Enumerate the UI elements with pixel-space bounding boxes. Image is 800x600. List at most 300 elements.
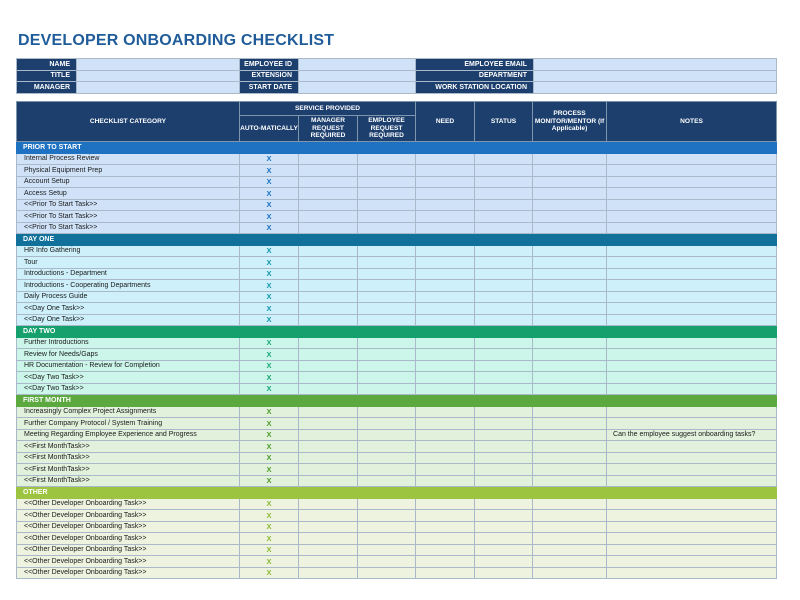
manager-field[interactable] xyxy=(77,82,240,94)
employee-request-cell[interactable] xyxy=(358,360,416,372)
employee-request-cell[interactable] xyxy=(358,199,416,211)
process-monitor-cell[interactable] xyxy=(533,383,607,395)
status-cell[interactable] xyxy=(475,257,533,269)
process-monitor-cell[interactable] xyxy=(533,291,607,303)
need-cell[interactable] xyxy=(416,291,475,303)
notes-cell[interactable]: Can the employee suggest onboarding tasks? xyxy=(607,429,777,441)
notes-cell[interactable] xyxy=(607,498,777,510)
manager-request-cell[interactable] xyxy=(299,349,358,361)
automatically-check-mark[interactable]: X xyxy=(240,314,299,326)
table-row xyxy=(17,245,777,257)
need-cell[interactable] xyxy=(416,452,475,464)
process-monitor-cell[interactable] xyxy=(533,199,607,211)
table-row xyxy=(17,533,777,545)
process-monitor-cell[interactable] xyxy=(533,567,607,579)
process-monitor-cell[interactable] xyxy=(533,222,607,234)
notes-cell[interactable] xyxy=(607,188,777,200)
status-cell[interactable] xyxy=(475,153,533,165)
need-cell[interactable] xyxy=(416,383,475,395)
process-monitor-cell[interactable] xyxy=(533,165,607,177)
need-header: NEED xyxy=(416,102,475,142)
status-cell[interactable] xyxy=(475,199,533,211)
employee-request-cell[interactable] xyxy=(358,222,416,234)
status-cell[interactable] xyxy=(475,567,533,579)
need-cell[interactable] xyxy=(416,211,475,223)
automatically-check-mark[interactable]: X xyxy=(240,533,299,545)
employee-request-cell[interactable] xyxy=(358,303,416,315)
employee-request-cell[interactable] xyxy=(358,176,416,188)
process-monitor-cell[interactable] xyxy=(533,360,607,372)
need-cell[interactable] xyxy=(416,153,475,165)
manager-request-cell[interactable] xyxy=(299,510,358,522)
checklist-item-label: Increasingly Complex Project Assignments xyxy=(17,406,240,418)
need-cell[interactable] xyxy=(416,544,475,556)
table-row xyxy=(17,257,777,269)
status-cell[interactable] xyxy=(475,383,533,395)
process-monitor-cell[interactable] xyxy=(533,268,607,280)
manager-request-cell[interactable] xyxy=(299,222,358,234)
manager-request-cell[interactable] xyxy=(299,245,358,257)
section-header xyxy=(17,326,777,338)
notes-cell[interactable] xyxy=(607,222,777,234)
process-monitor-cell[interactable] xyxy=(533,303,607,315)
automatically-check-mark[interactable]: X xyxy=(240,521,299,533)
notes-cell[interactable] xyxy=(607,533,777,545)
section-title: FIRST MONTH xyxy=(17,395,777,407)
manager-request-cell[interactable] xyxy=(299,337,358,349)
process-monitor-cell[interactable] xyxy=(533,556,607,568)
notes-cell[interactable] xyxy=(607,464,777,476)
status-cell[interactable] xyxy=(475,475,533,487)
need-cell[interactable] xyxy=(416,222,475,234)
automatically-check-mark[interactable]: X xyxy=(240,222,299,234)
table-row xyxy=(17,521,777,533)
status-cell[interactable] xyxy=(475,406,533,418)
employee-request-cell[interactable] xyxy=(358,314,416,326)
need-cell[interactable] xyxy=(416,475,475,487)
need-cell[interactable] xyxy=(416,464,475,476)
employee-request-cell[interactable] xyxy=(358,510,416,522)
checklist-item-label: <<Other Developer Onboarding Task>> xyxy=(17,544,240,556)
employee-request-cell[interactable] xyxy=(358,280,416,292)
notes-cell[interactable] xyxy=(607,153,777,165)
status-cell[interactable] xyxy=(475,176,533,188)
notes-cell[interactable] xyxy=(607,556,777,568)
employee-request-cell[interactable] xyxy=(358,291,416,303)
notes-cell[interactable] xyxy=(607,383,777,395)
status-cell[interactable] xyxy=(475,452,533,464)
status-cell[interactable] xyxy=(475,268,533,280)
table-row xyxy=(17,360,777,372)
automatically-check-mark[interactable]: X xyxy=(240,475,299,487)
notes-cell[interactable] xyxy=(607,452,777,464)
automatically-check-mark[interactable]: X xyxy=(240,567,299,579)
manager-request-cell[interactable] xyxy=(299,372,358,384)
status-cell[interactable] xyxy=(475,429,533,441)
need-cell[interactable] xyxy=(416,441,475,453)
process-monitor-cell[interactable] xyxy=(533,521,607,533)
notes-cell[interactable] xyxy=(607,337,777,349)
automatically-check-mark[interactable]: X xyxy=(240,199,299,211)
table-row xyxy=(17,567,777,579)
status-cell[interactable] xyxy=(475,291,533,303)
status-cell[interactable] xyxy=(475,533,533,545)
section-header xyxy=(17,487,777,499)
employee-request-cell[interactable] xyxy=(358,521,416,533)
employee-request-cell[interactable] xyxy=(358,188,416,200)
notes-cell[interactable] xyxy=(607,257,777,269)
status-cell[interactable] xyxy=(475,222,533,234)
process-monitor-cell[interactable] xyxy=(533,510,607,522)
section-title: OTHER xyxy=(17,487,777,499)
employee-request-cell[interactable] xyxy=(358,337,416,349)
status-cell[interactable] xyxy=(475,372,533,384)
table-row xyxy=(17,556,777,568)
employee-id-field[interactable] xyxy=(299,59,416,71)
checklist-item-label: Access Setup xyxy=(17,188,240,200)
need-cell[interactable] xyxy=(416,245,475,257)
manager-request-cell[interactable] xyxy=(299,418,358,430)
automatically-check-mark[interactable]: X xyxy=(240,418,299,430)
automatically-check-mark[interactable]: X xyxy=(240,188,299,200)
need-cell[interactable] xyxy=(416,510,475,522)
status-cell[interactable] xyxy=(475,521,533,533)
manager-request-cell[interactable] xyxy=(299,521,358,533)
checklist-item-label: <<Other Developer Onboarding Task>> xyxy=(17,556,240,568)
manager-request-cell[interactable] xyxy=(299,153,358,165)
need-cell[interactable] xyxy=(416,372,475,384)
manager-request-cell[interactable] xyxy=(299,452,358,464)
employee-request-cell[interactable] xyxy=(358,268,416,280)
manager-request-cell[interactable] xyxy=(299,176,358,188)
need-cell[interactable] xyxy=(416,188,475,200)
checklist-category-header: CHECKLIST CATEGORY xyxy=(17,102,240,142)
automatically-check-mark[interactable]: X xyxy=(240,176,299,188)
employee-email-field[interactable] xyxy=(534,59,777,71)
automatically-check-mark[interactable]: X xyxy=(240,257,299,269)
process-monitor-cell[interactable] xyxy=(533,176,607,188)
automatically-check-mark[interactable]: X xyxy=(240,303,299,315)
notes-cell[interactable] xyxy=(607,544,777,556)
employee-request-cell[interactable] xyxy=(358,245,416,257)
employee-request-cell[interactable] xyxy=(358,211,416,223)
automatically-check-mark[interactable]: X xyxy=(240,441,299,453)
automatically-check-mark[interactable]: X xyxy=(240,556,299,568)
need-cell[interactable] xyxy=(416,406,475,418)
process-monitor-cell[interactable] xyxy=(533,372,607,384)
employee-request-cell[interactable] xyxy=(358,418,416,430)
employee-request-cell[interactable] xyxy=(358,383,416,395)
extension-label: EXTENSION xyxy=(240,70,299,82)
status-cell[interactable] xyxy=(475,418,533,430)
manager-request-cell[interactable] xyxy=(299,533,358,545)
notes-cell[interactable] xyxy=(607,303,777,315)
need-cell[interactable] xyxy=(416,199,475,211)
process-monitor-cell[interactable] xyxy=(533,406,607,418)
table-row xyxy=(17,337,777,349)
checklist-item-label: <<Prior To Start Task>> xyxy=(17,211,240,223)
automatically-check-mark[interactable]: X xyxy=(240,211,299,223)
process-monitor-cell[interactable] xyxy=(533,153,607,165)
automatically-check-mark[interactable]: X xyxy=(240,165,299,177)
table-row xyxy=(17,303,777,315)
info-row xyxy=(17,70,777,82)
automatically-check-mark[interactable]: X xyxy=(240,337,299,349)
status-cell[interactable] xyxy=(475,337,533,349)
need-cell[interactable] xyxy=(416,418,475,430)
checklist-item-label: Further Company Protocol / System Training xyxy=(17,418,240,430)
manager-label: MANAGER xyxy=(17,82,77,94)
need-cell[interactable] xyxy=(416,533,475,545)
notes-cell[interactable] xyxy=(607,475,777,487)
table-row xyxy=(17,452,777,464)
work-station-location-field[interactable] xyxy=(534,82,777,94)
status-cell[interactable] xyxy=(475,349,533,361)
employee-info-table xyxy=(16,58,777,94)
process-monitor-cell[interactable] xyxy=(533,464,607,476)
manager-request-cell[interactable] xyxy=(299,280,358,292)
checklist-item-label: Account Setup xyxy=(17,176,240,188)
process-monitor-cell[interactable] xyxy=(533,188,607,200)
need-cell[interactable] xyxy=(416,165,475,177)
notes-cell[interactable] xyxy=(607,314,777,326)
automatically-check-mark[interactable]: X xyxy=(240,452,299,464)
automatically-check-mark[interactable]: X xyxy=(240,291,299,303)
status-cell[interactable] xyxy=(475,303,533,315)
employee-request-cell[interactable] xyxy=(358,544,416,556)
checklist-item-label: <<Other Developer Onboarding Task>> xyxy=(17,498,240,510)
process-monitor-cell[interactable] xyxy=(533,418,607,430)
employee-id-label: EMPLOYEE ID xyxy=(240,59,299,71)
automatically-check-mark[interactable]: X xyxy=(240,429,299,441)
manager-request-cell[interactable] xyxy=(299,556,358,568)
table-row xyxy=(17,176,777,188)
manager-request-cell[interactable] xyxy=(299,464,358,476)
table-row xyxy=(17,475,777,487)
manager-request-cell[interactable] xyxy=(299,429,358,441)
extension-field[interactable] xyxy=(299,70,416,82)
status-cell[interactable] xyxy=(475,165,533,177)
status-cell[interactable] xyxy=(475,464,533,476)
employee-request-cell[interactable] xyxy=(358,257,416,269)
notes-cell[interactable] xyxy=(607,521,777,533)
process-monitor-cell[interactable] xyxy=(533,533,607,545)
employee-request-cell[interactable] xyxy=(358,567,416,579)
process-monitor-cell[interactable] xyxy=(533,257,607,269)
manager-request-cell[interactable] xyxy=(299,544,358,556)
need-cell[interactable] xyxy=(416,280,475,292)
manager-request-cell[interactable] xyxy=(299,498,358,510)
page-title: DEVELOPER ONBOARDING CHECKLIST xyxy=(18,32,335,49)
manager-request-cell[interactable] xyxy=(299,314,358,326)
process-monitor-cell[interactable] xyxy=(533,475,607,487)
status-cell[interactable] xyxy=(475,245,533,257)
employee-request-cell[interactable] xyxy=(358,556,416,568)
checklist-item-label: <<Other Developer Onboarding Task>> xyxy=(17,567,240,579)
table-row xyxy=(17,314,777,326)
name-field[interactable] xyxy=(77,59,240,71)
table-row xyxy=(17,165,777,177)
status-cell[interactable] xyxy=(475,544,533,556)
manager-request-cell[interactable] xyxy=(299,268,358,280)
section-title: DAY ONE xyxy=(17,234,777,246)
department-field[interactable] xyxy=(534,70,777,82)
checklist-item-label: <<Other Developer Onboarding Task>> xyxy=(17,510,240,522)
employee-request-cell[interactable] xyxy=(358,452,416,464)
employee-request-cell[interactable] xyxy=(358,429,416,441)
checklist-item-label: <<First MonthTask>> xyxy=(17,464,240,476)
need-cell[interactable] xyxy=(416,303,475,315)
automatically-check-mark[interactable]: X xyxy=(240,372,299,384)
automatically-check-mark[interactable]: X xyxy=(240,280,299,292)
automatically-check-mark[interactable]: X xyxy=(240,498,299,510)
process-monitor-cell[interactable] xyxy=(533,429,607,441)
need-cell[interactable] xyxy=(416,176,475,188)
automatically-check-mark[interactable]: X xyxy=(240,245,299,257)
notes-cell[interactable] xyxy=(607,176,777,188)
table-row xyxy=(17,153,777,165)
need-cell[interactable] xyxy=(416,257,475,269)
notes-cell[interactable] xyxy=(607,372,777,384)
notes-cell[interactable] xyxy=(607,360,777,372)
manager-request-cell[interactable] xyxy=(299,360,358,372)
status-cell[interactable] xyxy=(475,280,533,292)
need-cell[interactable] xyxy=(416,349,475,361)
process-monitor-cell[interactable] xyxy=(533,544,607,556)
notes-cell[interactable] xyxy=(607,349,777,361)
status-cell[interactable] xyxy=(475,188,533,200)
need-cell[interactable] xyxy=(416,337,475,349)
need-cell[interactable] xyxy=(416,360,475,372)
notes-cell[interactable] xyxy=(607,211,777,223)
manager-request-cell[interactable] xyxy=(299,441,358,453)
checklist-item-label: <<First MonthTask>> xyxy=(17,441,240,453)
notes-cell[interactable] xyxy=(607,199,777,211)
manager-request-cell[interactable] xyxy=(299,257,358,269)
employee-request-cell[interactable] xyxy=(358,498,416,510)
table-row xyxy=(17,510,777,522)
status-cell[interactable] xyxy=(475,498,533,510)
manager-request-cell[interactable] xyxy=(299,199,358,211)
status-cell[interactable] xyxy=(475,556,533,568)
process-monitor-cell[interactable] xyxy=(533,337,607,349)
checklist-item-label: Review for Needs/Gaps xyxy=(17,349,240,361)
status-cell[interactable] xyxy=(475,211,533,223)
manager-request-cell[interactable] xyxy=(299,165,358,177)
automatically-check-mark[interactable]: X xyxy=(240,464,299,476)
notes-cell[interactable] xyxy=(607,418,777,430)
need-cell[interactable] xyxy=(416,429,475,441)
table-row xyxy=(17,383,777,395)
automatically-check-mark[interactable]: X xyxy=(240,544,299,556)
manager-request-cell[interactable] xyxy=(299,188,358,200)
employee-request-cell[interactable] xyxy=(358,165,416,177)
employee-request-cell[interactable] xyxy=(358,372,416,384)
checklist-item-label: Introductions - Department xyxy=(17,268,240,280)
section-title: PRIOR TO START xyxy=(17,142,777,154)
process-monitor-cell[interactable] xyxy=(533,314,607,326)
status-cell[interactable] xyxy=(475,510,533,522)
manager-request-cell[interactable] xyxy=(299,291,358,303)
automatically-check-mark[interactable]: X xyxy=(240,153,299,165)
employee-request-cell[interactable] xyxy=(358,153,416,165)
manager-request-cell[interactable] xyxy=(299,475,358,487)
notes-cell[interactable] xyxy=(607,406,777,418)
notes-cell[interactable] xyxy=(607,165,777,177)
notes-cell[interactable] xyxy=(607,268,777,280)
need-cell[interactable] xyxy=(416,314,475,326)
notes-cell[interactable] xyxy=(607,245,777,257)
automatically-check-mark[interactable]: X xyxy=(240,349,299,361)
automatically-check-mark[interactable]: X xyxy=(240,360,299,372)
process-monitor-cell[interactable] xyxy=(533,498,607,510)
notes-cell[interactable] xyxy=(607,280,777,292)
notes-cell[interactable] xyxy=(607,510,777,522)
employee-request-cell[interactable] xyxy=(358,441,416,453)
process-monitor-cell[interactable] xyxy=(533,441,607,453)
table-row xyxy=(17,406,777,418)
process-monitor-header: PROCESS MONITOR/MENTOR (If Applicable) xyxy=(533,102,607,142)
need-cell[interactable] xyxy=(416,567,475,579)
automatically-check-mark[interactable]: X xyxy=(240,383,299,395)
notes-cell[interactable] xyxy=(607,567,777,579)
manager-request-cell[interactable] xyxy=(299,406,358,418)
employee-request-cell[interactable] xyxy=(358,349,416,361)
process-monitor-cell[interactable] xyxy=(533,280,607,292)
manager-request-cell[interactable] xyxy=(299,383,358,395)
process-monitor-cell[interactable] xyxy=(533,452,607,464)
notes-cell[interactable] xyxy=(607,441,777,453)
start-date-field[interactable] xyxy=(299,82,416,94)
automatically-check-mark[interactable]: X xyxy=(240,268,299,280)
checklist-item-label: <<Other Developer Onboarding Task>> xyxy=(17,521,240,533)
need-cell[interactable] xyxy=(416,268,475,280)
automatically-check-mark[interactable]: X xyxy=(240,510,299,522)
manager-request-cell[interactable] xyxy=(299,303,358,315)
checklist-item-label: Further Introductions xyxy=(17,337,240,349)
status-header: STATUS xyxy=(475,102,533,142)
need-cell[interactable] xyxy=(416,556,475,568)
notes-cell[interactable] xyxy=(607,291,777,303)
process-monitor-cell[interactable] xyxy=(533,245,607,257)
checklist-item-label: Introductions - Cooperating Departments xyxy=(17,280,240,292)
employee-request-cell[interactable] xyxy=(358,464,416,476)
process-monitor-cell[interactable] xyxy=(533,211,607,223)
employee-request-cell[interactable] xyxy=(358,475,416,487)
need-cell[interactable] xyxy=(416,521,475,533)
table-row xyxy=(17,199,777,211)
status-cell[interactable] xyxy=(475,314,533,326)
employee-request-cell[interactable] xyxy=(358,406,416,418)
title-field[interactable] xyxy=(77,70,240,82)
automatically-check-mark[interactable]: X xyxy=(240,406,299,418)
table-row xyxy=(17,280,777,292)
table-row xyxy=(17,372,777,384)
process-monitor-cell[interactable] xyxy=(533,349,607,361)
status-cell[interactable] xyxy=(475,360,533,372)
status-cell[interactable] xyxy=(475,441,533,453)
table-row xyxy=(17,418,777,430)
table-row xyxy=(17,222,777,234)
checklist-item-label: HR Documentation - Review for Completion xyxy=(17,360,240,372)
table-row xyxy=(17,441,777,453)
manager-request-cell[interactable] xyxy=(299,567,358,579)
employee-request-cell[interactable] xyxy=(358,533,416,545)
manager-request-cell[interactable] xyxy=(299,211,358,223)
checklist-item-label: Tour xyxy=(17,257,240,269)
need-cell[interactable] xyxy=(416,498,475,510)
section-header xyxy=(17,142,777,154)
